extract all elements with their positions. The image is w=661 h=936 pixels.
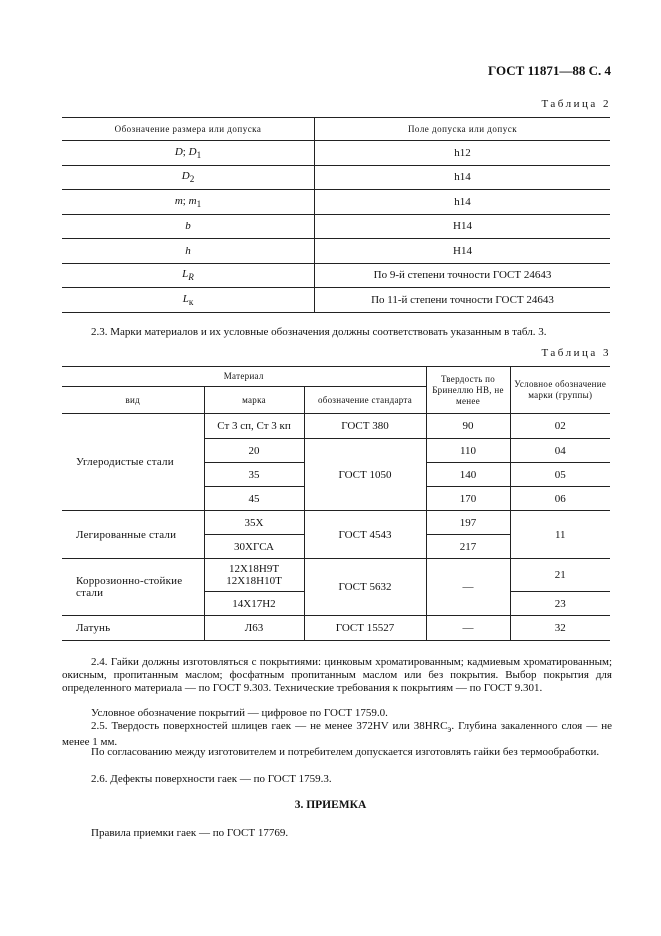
tolerance-cell: По 11-й степени точности ГОСТ 24643 <box>315 288 611 313</box>
designation-cell: m; $m_1$ <box>62 190 315 215</box>
tolerance-cell: По 9-й степени точности ГОСТ 24643 <box>315 263 611 288</box>
table2-row <box>62 141 610 166</box>
header-code: Условное обозначение марки (группы) <box>510 367 610 414</box>
header-hardness: Твердость по Бринеллю НВ, не менее <box>426 367 510 414</box>
grade-cell: 30ХГСА <box>204 535 304 559</box>
table2-row <box>62 263 610 288</box>
table3-caption: Таблица 3 <box>541 347 611 359</box>
designation-cell: h <box>62 239 315 264</box>
paragraph-2-6: 2.6. Дефекты поверхности гаек — по ГОСТ 1759.3. <box>91 773 332 785</box>
hardness-cell: 170 <box>426 487 510 511</box>
paragraph-2-5: 2.5. Твердость поверхностей шлицев гаек — не менее 372HV или $38HRC_э$. Глубина закаленного слоя — не менее 1 мм. <box>62 720 612 749</box>
paragraph-2-4-note: Условное обозначение покрытий — цифровое по ГОСТ 1759.0. <box>91 707 388 719</box>
grade-line: 12Х18Н10Т <box>226 575 282 587</box>
paragraph-2-4: 2.4. Гайки должны изготовляться с покрытиями: цинковым хроматированным; кадмиевым хроматированным; окисным, пропитанным маслом; фосфатным пропитанным маслом или без покрытия. Выбор покрытия для определенного материала — по ГОСТ 9.303. Технические требования к покрытиям — по ГОСТ 9.301. <box>62 656 612 694</box>
table-3 <box>62 366 610 641</box>
hardness-cell: 140 <box>426 463 510 487</box>
paragraph-3-1: Правила приемки гаек — по ГОСТ 17769. <box>91 827 289 839</box>
designation-cell: $L_к$ <box>62 288 315 313</box>
header-grade: марка <box>204 387 304 414</box>
header-kind: вид <box>62 387 204 414</box>
grade-cell: 45 <box>204 487 304 511</box>
designation-cell: $D_2$ <box>62 165 315 190</box>
table2-row <box>62 190 610 215</box>
table2-caption: Таблица 2 <box>541 98 611 110</box>
kind-stainless: Коррозионно-стойкие стали <box>62 559 204 616</box>
tolerance-cell: h12 <box>315 141 611 166</box>
grade-cell <box>204 559 304 592</box>
table2-row <box>62 239 610 264</box>
standard-cell: ГОСТ 380 <box>304 414 426 439</box>
hardness-cell: — <box>426 616 510 641</box>
tolerance-cell: H14 <box>315 214 611 239</box>
hardness-cell: 90 <box>426 414 510 439</box>
standard-cell: ГОСТ 15527 <box>304 616 426 641</box>
code-cell: 23 <box>510 592 610 616</box>
standard-cell: ГОСТ 4543 <box>304 511 426 559</box>
hardness-cell: 197 <box>426 511 510 535</box>
header-standard: обозначение стандарта <box>304 387 426 414</box>
kind-brass: Латунь <box>62 616 204 641</box>
tolerance-cell: h14 <box>315 165 611 190</box>
table-2 <box>62 117 610 313</box>
kind-carbon: Углеродистые стали <box>62 414 204 511</box>
designation-cell: $L_R$ <box>62 263 315 288</box>
code-cell: 06 <box>510 487 610 511</box>
tolerance-cell: H14 <box>315 239 611 264</box>
hardness-cell: — <box>426 559 510 616</box>
grade-cell: 35 <box>204 463 304 487</box>
table2-header-tolerance: Поле допуска или допуск <box>315 118 611 141</box>
paragraph-2-5-note: По согласованию между изготовителем и потребителем допускается изготовлять гайки без термообработки. <box>91 746 600 758</box>
paragraph-2-3: 2.3. Марки материалов и их условные обозначения должны соответствовать указанным в табл. 3. <box>91 326 547 338</box>
table2-row <box>62 214 610 239</box>
code-cell: 02 <box>510 414 610 439</box>
table2-header-designation: Обозначение размера или допуска <box>62 118 315 141</box>
grade-cell: 35Х <box>204 511 304 535</box>
designation-cell: D; $D_1$ <box>62 141 315 166</box>
grade-cell: Ст 3 сп, Ст 3 кп <box>204 414 304 439</box>
code-cell: 05 <box>510 463 610 487</box>
grade-cell: 14Х17Н2 <box>204 592 304 616</box>
header-material: Материал <box>62 367 426 387</box>
code-cell: 11 <box>510 511 610 559</box>
grade-cell: 20 <box>204 439 304 463</box>
standard-cell: ГОСТ 1050 <box>304 439 426 511</box>
standard-cell: ГОСТ 5632 <box>304 559 426 616</box>
hardness-cell: 110 <box>426 439 510 463</box>
hardness-cell: 217 <box>426 535 510 559</box>
code-cell: 32 <box>510 616 610 641</box>
tolerance-cell: h14 <box>315 190 611 215</box>
code-cell: 04 <box>510 439 610 463</box>
table2-row <box>62 288 610 313</box>
designation-cell: b <box>62 214 315 239</box>
section-3-title: 3. ПРИЕМКА <box>294 799 367 811</box>
page-header: ГОСТ 11871—88 С. 4 <box>488 63 611 78</box>
code-cell: 21 <box>510 559 610 592</box>
grade-cell: Л63 <box>204 616 304 641</box>
kind-alloy: Легированные стали <box>62 511 204 559</box>
grade-line: 12Х18Н9Т <box>228 563 280 575</box>
table2-row <box>62 165 610 190</box>
